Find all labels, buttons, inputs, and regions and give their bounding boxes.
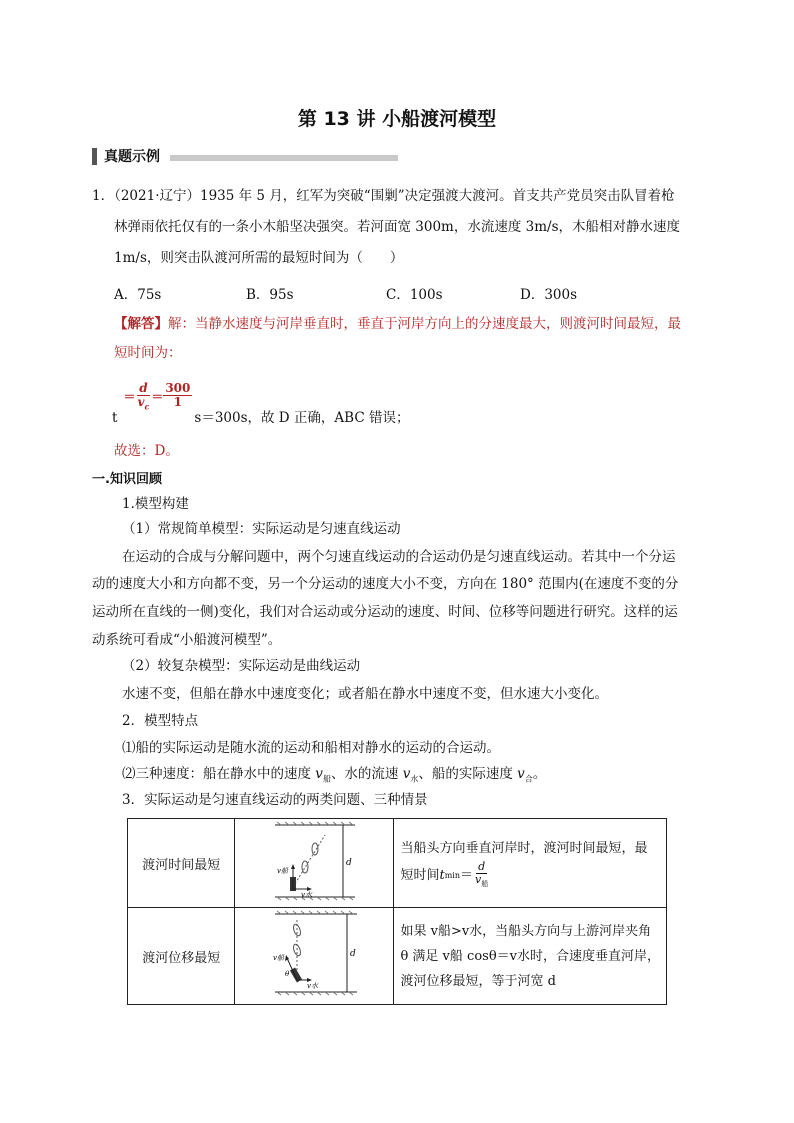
question-line-1: 1．（2021·辽宁）1935 年 5 月，红军为突破“围剿”决定强渡大渡河。首支共产党员突击队冒着枪 [92,188,675,204]
fig2-v-water-label: v水 [307,982,319,990]
formula-300: 300 [165,381,191,395]
s2-2-text-d: 。 [532,766,547,782]
bank-bottom [275,897,355,900]
path-line [293,835,325,887]
fig1-v-water-label: v水 [301,891,313,899]
formula-eq-1: ＝ [123,390,136,404]
answer-choice: 故选：D。 [114,443,179,459]
knowledge-s1: 1.模型构建 [122,496,189,512]
model-table [127,818,667,1005]
bank-top [275,911,357,914]
knowledge-p1-l4: 动系统可看成“小船渡河模型”。 [92,632,282,648]
knowledge-heading: 一.知识回顾 [92,472,162,487]
row2-desc-line1: 如果 v船>v水，当船头方向与上游河岸夹角 [400,923,652,939]
row2-desc-line3: 渡河位移最短，等于河宽 d [400,973,556,989]
option-c: C．100s [386,287,443,303]
formula-t: t [112,410,118,426]
knowledge-s1-2: （2）较复杂模型：实际运动是曲线运动 [122,658,361,674]
v-total: v [517,766,525,782]
answer-line-2: 短时间为： [114,345,182,361]
v-water: v [402,766,411,782]
section-bar [92,148,97,165]
boat-ghost-2 [302,861,308,873]
fig2-theta-label: θ [285,970,290,978]
knowledge-s1-1: （1）常规简单模型：实际运动是匀速直线运动 [122,521,401,537]
table-row [128,908,667,1005]
row1-desc-line2 [400,861,660,890]
answer-line-1 [114,314,681,334]
row1-description [394,819,667,908]
question-line-2: 林弹雨依托仅有的一条小木船坚决强突。若河面宽 300m，水流速度 3m/s，木船相对静水速度 [114,219,681,235]
knowledge-s2-1: ⑴船的实际运动是随水流的运动和船相对静水的运动的合运动。 [122,740,500,756]
formula-fraction-300 [163,382,192,409]
knowledge-s2: 2．模型特点 [122,713,199,729]
row2-figure [235,908,394,1005]
row1-frac-den: v [475,872,482,886]
bank-bottom [275,992,357,995]
section-header-label: 真题示例 [104,149,160,165]
row2-desc-line2: θ 满足 v船 cosθ＝v水时，合速度垂直河岸， [400,948,660,964]
row1-desc-text: 短时间 [400,868,440,883]
option-b: B．95s [246,287,294,303]
v-total-sub: 合 [524,774,533,784]
option-d: D．300s [520,287,578,303]
v-boat: v [315,766,323,782]
row1-tmin: t [439,868,445,883]
knowledge-p1-l1: 在运动的合成与分解问题中，两个匀速直线运动的合运动仍是匀速直线运动。若其中一个分运 [122,549,676,565]
table-row [128,819,667,908]
formula-v-sub: c [144,401,150,412]
row1-fraction [473,861,490,890]
question-line-3: 1m/s，则突击队渡河所需的最短时间为（ ） [114,250,404,266]
formula-fraction-d-v [135,382,151,413]
knowledge-p2: 水速不变，但船在静水中速度变化；或者船在静水中速度不变，但水速大小变化。 [122,686,608,702]
answer-tag: 【解答】 [114,316,168,332]
shortest-time-diagram [235,819,393,903]
boat-ghost-1 [312,843,318,855]
width-label: d [346,858,353,868]
s2-2-text-c: 、船的实际速度 [418,766,518,782]
s2-2-text-a: ⑵三种速度：船在静水中的速度 [122,766,316,782]
option-a: A．75s [114,287,162,303]
answer-formula [112,382,409,426]
formula-d: d [139,381,148,395]
page-title: 第 13 讲 小船渡河模型 [297,108,497,130]
row1-frac-num: d [478,859,486,873]
section-header [92,146,398,166]
shortest-displacement-diagram [235,908,393,1000]
knowledge-s2-2 [122,764,546,790]
formula-result: s＝300s，故 D 正确，ABC 错误； [194,410,410,426]
row1-tmin-sub: min [444,871,461,880]
row1-label: 渡河时间最短 [128,819,235,908]
knowledge-s3: 3．实际运动是匀速直线运动的两类问题、三种情景 [122,792,428,808]
fig2-v-boat-label: v船 [273,954,285,962]
knowledge-p1-l3: 运动所在直线的一侧)变化，我们对合运动或分运动的速度、时间、位移等问题进行研究。这样的运 [92,604,678,620]
formula-v: v [137,395,145,409]
section-divider [170,155,398,161]
knowledge-p1-l2: 动的速度大小和方向都不变，另一个分运动的速度大小不变，方向在 180° 范围内(在速度不变的分 [92,576,679,592]
v-boat-sub: 船 [322,774,331,784]
answer-text-1: 解：当静水速度与河岸垂直时，垂直于河岸方向上的分速度最大，则渡河时间最短，最 [168,316,681,332]
width-label: d [350,949,357,959]
bank-top [275,822,355,825]
s2-2-text-b: 、水的流速 [330,766,403,782]
row1-figure [235,819,394,908]
row2-label: 渡河位移最短 [128,908,235,1005]
row2-description [394,908,667,1005]
row1-eq: ＝ [460,868,474,883]
fig1-v-boat-label: v船 [277,867,289,875]
row1-frac-den-sub: 船 [481,880,489,889]
row1-desc-line1: 当船头方向垂直河岸时，渡河时间最短，最 [400,840,648,856]
v-boat-arrowhead [291,864,295,869]
formula-1: 1 [173,395,183,409]
v-water-sub: 水 [410,774,419,784]
formula-eq-2: ＝ [151,390,164,404]
